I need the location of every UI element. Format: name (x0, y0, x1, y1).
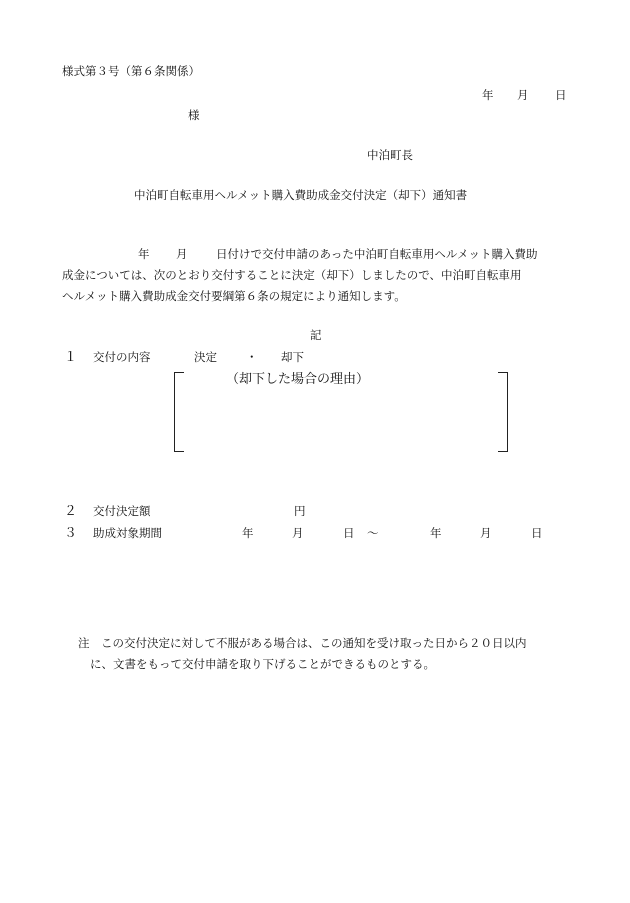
note-line-1: この交付決定に対して不服がある場合は、この通知を受け取った日から２０日以内 (101, 636, 527, 650)
body-line-3: ヘルメット購入費助成金交付要綱第６条の規定により通知します。 (62, 289, 406, 303)
item3-day-to: 日 (531, 526, 543, 540)
item3-month-from: 月 (292, 526, 304, 540)
note-mark: 注 (78, 636, 90, 650)
form-number: 様式第３号（第６条関係） (62, 64, 200, 78)
date-year: 年 (482, 88, 494, 102)
item1-dot: ・ (246, 350, 258, 364)
item3-day-from: 日 (343, 526, 355, 540)
item3-tilde: ～ (367, 526, 379, 540)
item3-number: ３ (64, 526, 78, 541)
record-mark: 記 (310, 328, 322, 342)
item3-year-to: 年 (430, 526, 442, 540)
item3-label: 助成対象期間 (93, 526, 162, 540)
body-line-2: 成金については、次のとおり交付することに決定（却下）しましたので、中泊町自転車用 (62, 268, 522, 282)
item2-number: ２ (64, 504, 78, 519)
item2-label: 交付決定額 (93, 504, 151, 518)
item2-unit: 円 (294, 504, 306, 518)
item3-month-to: 月 (480, 526, 492, 540)
item1-number: １ (64, 350, 78, 365)
reason-bracket-left (174, 372, 184, 452)
note-line-2: に、文書をもって交付申請を取り下げることができるものとする。 (90, 657, 435, 671)
item3-year-from: 年 (242, 526, 254, 540)
body-year: 年 (138, 247, 150, 261)
document-title: 中泊町自転車用ヘルメット購入費助成金交付決定（却下）通知書 (134, 188, 468, 202)
item1-option-decide: 決定 (194, 350, 217, 364)
reason-bracket-right (498, 372, 508, 452)
item1-option-reject: 却下 (281, 350, 304, 364)
issuer: 中泊町長 (367, 148, 413, 162)
body-line-1: 日付けで交付申請のあった中泊町自転車用ヘルメット購入費助 (216, 247, 538, 261)
date-day: 日 (555, 88, 567, 102)
reason-label: （却下した場合の理由） (226, 372, 370, 387)
body-month: 月 (176, 247, 188, 261)
item1-label: 交付の内容 (93, 350, 151, 364)
addressee-suffix: 様 (188, 108, 200, 122)
date-month: 月 (517, 88, 529, 102)
